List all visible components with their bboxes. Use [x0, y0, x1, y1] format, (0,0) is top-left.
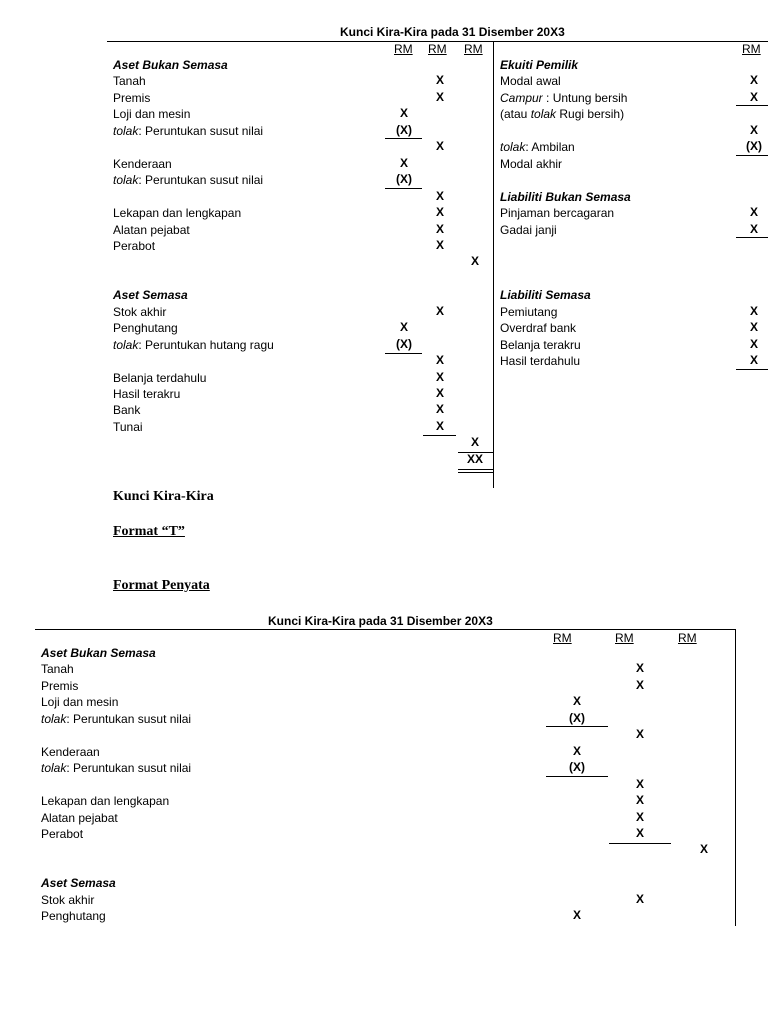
label-text: Loji dan mesin [41, 695, 119, 710]
label-text: Liabiliti Semasa [500, 288, 591, 303]
label-text: Tunai [113, 419, 143, 434]
amount-cell: X [749, 336, 758, 351]
table-row [0, 435, 493, 452]
label-text: Aset Semasa [41, 876, 116, 891]
amount-cell: X [635, 661, 644, 676]
amount-cell: X [435, 73, 444, 88]
label-text: Overdraf bank [500, 321, 577, 336]
amount-cell: X [435, 402, 444, 417]
table-row [0, 777, 768, 794]
row-label [500, 90, 627, 107]
amount-cell: X [635, 825, 644, 840]
table-row [0, 353, 768, 370]
table-row [0, 793, 768, 810]
row-label [500, 73, 561, 90]
amount-cell: X [399, 106, 408, 121]
amount-cell: X [435, 221, 444, 236]
row-label [500, 156, 562, 173]
table-row [0, 875, 768, 892]
row-label [500, 139, 575, 156]
section-heading [500, 287, 591, 304]
heading-format-t: Format “T” [113, 524, 185, 539]
t-rule [736, 105, 768, 106]
table-row [0, 337, 768, 354]
row-label [41, 711, 191, 728]
label-text: Hasil terakru [113, 387, 181, 401]
table-row [0, 661, 768, 678]
label-text: Modal awal [500, 74, 561, 89]
t-left-rm-header-1: RM [394, 42, 413, 56]
table-row [0, 205, 768, 222]
label-text: Rugi bersih) [556, 107, 625, 122]
amount-cell: X [635, 727, 644, 742]
table-row [0, 645, 768, 662]
amount-cell: (X) [569, 760, 585, 775]
amount-cell: X [435, 205, 444, 220]
table-row [0, 892, 768, 909]
label-text: : Ambilan [525, 140, 575, 155]
heading-format-penyata: Format Penyata [113, 578, 210, 593]
row-label [500, 205, 614, 222]
table-row [0, 287, 768, 304]
table-row [0, 320, 768, 337]
amount-cell: X [749, 89, 758, 104]
row-label [500, 304, 557, 321]
row-label [41, 826, 83, 843]
t-right-rm-header: RM [742, 42, 761, 56]
label-text: Pemiutang [500, 304, 558, 319]
t-left-rm-header-3: RM [464, 42, 483, 56]
table-row [0, 90, 768, 107]
table-row [0, 760, 768, 777]
row-label [500, 106, 624, 123]
label-text: Kenderaan [41, 744, 100, 759]
amount-cell: X [635, 809, 644, 824]
row-label [41, 678, 78, 695]
label-text: Alatan pejabat [113, 222, 190, 237]
statement-rule [546, 726, 608, 727]
label-text: Hasil terdahulu [500, 354, 581, 369]
row-label [41, 810, 118, 827]
label-text: Alatan pejabat [41, 810, 118, 825]
section-heading [500, 189, 631, 206]
amount-cell: X [749, 221, 758, 236]
t-rule [385, 138, 422, 139]
table-row [0, 810, 768, 827]
table-row [0, 304, 768, 321]
label-text: Kenderaan [113, 156, 172, 171]
amount-cell: X [399, 155, 408, 170]
label-text: Tanah [41, 662, 74, 677]
amount-cell: X [435, 139, 444, 154]
statement-top-rule [35, 629, 735, 630]
label-text: (atau [500, 107, 531, 122]
table-row [0, 711, 768, 728]
amount-cell: (X) [396, 172, 412, 187]
amount-cell: X [635, 793, 644, 808]
row-label [41, 744, 100, 761]
table-row [0, 859, 768, 876]
amount-cell: X [699, 842, 708, 857]
amount-cell: X [572, 908, 581, 923]
table-row [0, 222, 768, 239]
table-row [0, 727, 768, 744]
label-prefix: tolak [530, 107, 557, 122]
table-row [0, 842, 768, 859]
amount-cell: X [635, 677, 644, 692]
label-text: Aset Bukan Semasa [113, 58, 228, 72]
label-text: : Peruntukan susut nilai [66, 761, 192, 776]
amount-cell: X [435, 89, 444, 104]
label-text: Belanja terdahulu [113, 370, 207, 385]
statement-rule [546, 776, 608, 777]
table-row [0, 106, 768, 123]
table-row [0, 386, 493, 403]
table-row [0, 139, 768, 156]
t-double-rule-b [458, 472, 493, 473]
t-format-title: Kunci Kira-Kira pada 31 Disember 20X3 [340, 25, 565, 39]
table-row [0, 402, 493, 419]
label-text: Modal akhir [500, 156, 563, 171]
amount-cell: X [749, 353, 758, 368]
label-text: Aset Semasa [113, 288, 188, 303]
label-text: Lekapan dan lengkapan [41, 794, 170, 809]
statement-rule [609, 843, 671, 844]
table-row [0, 254, 768, 271]
label-text: : Peruntukan susut nilai [138, 123, 264, 138]
amount-cell: X [635, 776, 644, 791]
amount-cell: (X) [746, 139, 762, 154]
label-text: Aset Bukan Semasa [41, 646, 156, 660]
label-text: Pinjaman bercagaran [500, 206, 615, 221]
amount-cell: X [749, 205, 758, 220]
statement-rm-header-3: RM [678, 631, 697, 645]
row-label [113, 402, 140, 419]
row-label [113, 370, 206, 387]
section-heading [500, 57, 578, 74]
t-left-rm-header-2: RM [428, 42, 447, 56]
row-label [41, 908, 106, 925]
row-label [41, 760, 191, 777]
row-label [500, 222, 557, 239]
table-row [0, 370, 493, 387]
amount-cell: X [749, 320, 758, 335]
label-prefix: Campur [500, 90, 543, 105]
amount-cell: X [635, 891, 644, 906]
label-text: : Peruntukan susut nilai [66, 711, 192, 726]
label-text: Tanah [113, 74, 146, 89]
t-rule [736, 155, 768, 156]
amount-cell: (X) [396, 122, 412, 137]
label-text: Premis [41, 678, 79, 693]
label-text: Bank [113, 403, 141, 418]
t-rule [423, 435, 456, 436]
row-label [500, 353, 580, 370]
label-prefix: tolak [41, 711, 67, 726]
label-text: : Untung bersih [542, 90, 628, 105]
row-label [41, 694, 118, 711]
table-row [0, 826, 768, 843]
label-text: Perabot [41, 826, 84, 841]
label-text: Penghutang [113, 321, 178, 336]
table-row [0, 271, 768, 288]
table-row [0, 744, 768, 761]
label-prefix: tolak [113, 173, 139, 188]
table-row [0, 678, 768, 695]
table-row [0, 694, 768, 711]
amount-cell: X [435, 386, 444, 400]
label-text: Ekuiti Pemilik [500, 58, 579, 72]
label-text: Lekapan dan lengkapan [113, 206, 242, 221]
row-label [41, 892, 94, 909]
amount-cell: X [435, 188, 444, 203]
table-row [0, 238, 768, 255]
amount-cell: X [572, 694, 581, 709]
amount-cell: X [435, 303, 444, 318]
table-row [0, 908, 768, 925]
table-row [0, 123, 768, 140]
row-label [113, 386, 180, 403]
table-row [0, 172, 768, 189]
heading-main: Kunci Kira-Kira [113, 489, 214, 504]
amount-cell: X [470, 435, 479, 450]
amount-cell: (X) [396, 336, 412, 351]
label-text: : Peruntukan hutang ragu [138, 337, 274, 352]
table-row [0, 156, 768, 173]
amount-cell: X [749, 303, 758, 318]
amount-cell: X [749, 73, 758, 88]
row-label [500, 337, 581, 354]
amount-cell: X [749, 122, 758, 137]
statement-rm-header-1: RM [553, 631, 572, 645]
row-label [41, 661, 74, 678]
statement-title: Kunci Kira-Kira pada 31 Disember 20X3 [268, 614, 493, 628]
t-rule [736, 369, 768, 370]
section-heading [41, 875, 116, 892]
table-row [0, 189, 768, 206]
label-text: Stok akhir [113, 304, 167, 319]
amount-cell: X [399, 320, 408, 335]
label-text: : Peruntukan susut nilai [138, 173, 264, 188]
section-heading [41, 645, 156, 662]
t-double-rule-a [458, 469, 493, 470]
row-label [41, 793, 169, 810]
label-text: Stok akhir [41, 892, 95, 907]
amount-cell: X [470, 254, 479, 269]
t-rule [385, 353, 422, 354]
label-text: Belanja terakru [500, 337, 581, 352]
label-prefix: tolak [41, 761, 67, 776]
row-label [500, 320, 576, 337]
label-text: Premis [113, 90, 151, 105]
label-prefix: tolak [113, 337, 139, 352]
statement-rm-header-2: RM [615, 631, 634, 645]
table-row [0, 73, 768, 90]
label-text: Perabot [113, 238, 156, 253]
row-label [113, 419, 143, 436]
amount-cell: (X) [569, 710, 585, 725]
table-row [0, 452, 493, 469]
label-text: Gadai janji [500, 222, 557, 237]
amount-cell: X [435, 237, 444, 252]
table-row [0, 57, 768, 74]
label-prefix: tolak [500, 140, 526, 155]
t-rule [458, 452, 493, 453]
amount-cell: XX [466, 451, 483, 466]
amount-cell: X [435, 353, 444, 368]
t-rule [736, 237, 768, 238]
amount-cell: X [435, 369, 444, 384]
label-text: Liabiliti Bukan Semasa [500, 189, 631, 204]
label-text: Penghutang [41, 909, 106, 924]
label-prefix: tolak [113, 123, 139, 138]
amount-cell: X [572, 743, 581, 758]
label-text: Loji dan mesin [113, 107, 191, 122]
amount-cell: X [435, 418, 444, 433]
t-rule [385, 188, 422, 189]
table-row [0, 419, 493, 436]
